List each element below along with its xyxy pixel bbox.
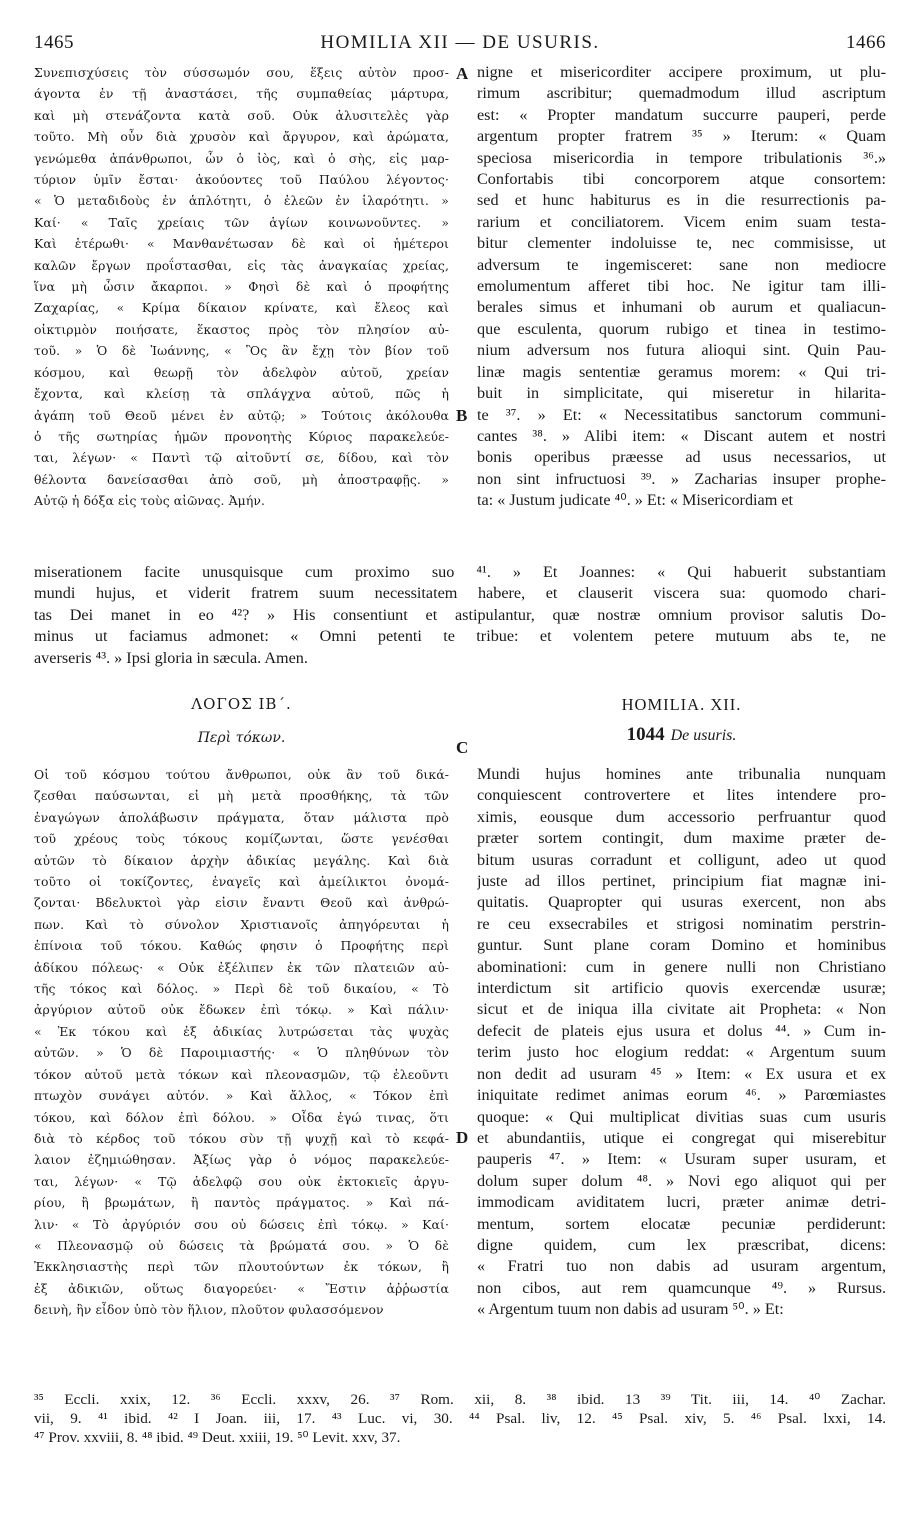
latin-text-line: non cibos, aut rem quamcunque ⁴⁹. » Rursus. (477, 1278, 886, 1297)
latin-text-line: Confortabis tibi concorporem atque consortem: (477, 170, 886, 189)
latin-text-line: cantes ³⁸. » Alibi item: « Discant autem et nostri (477, 426, 886, 445)
latin-homily-text (477, 764, 886, 1321)
greek-text-line: τύριον ὑμῖν ἔσται· ἀκούοντες τοῦ Παύλου λέγοντος· (34, 172, 449, 188)
margin-marker-a: A (456, 64, 469, 83)
greek-text-line: « Ὁ μεταδιδοὺς ἐν ἁπλότητι, ὁ ἐλεῶν ἐν ἱλαρότητι. » (34, 193, 449, 209)
greek-text-line: πτωχὸν συνάγει αὐτόν. » Καὶ ἄλλος, « Τόκον ἐπὶ (34, 1088, 449, 1104)
running-header (34, 30, 886, 60)
greek-text-line: τοῦ χρέους τοὺς τόκους κομίζωνται, ὥστε γενέσθαι (34, 831, 449, 847)
latin-text-line: quoque: « Qui multiplicat divitias suas cum usuris (477, 1107, 886, 1126)
latin-text-line: defecit de plateis ejus usura et dolus ⁴⁴. » Cum in- (477, 1021, 886, 1040)
right-page-number: 1466 (846, 32, 886, 53)
greek-text-line: Ἐκκλησιαστὴς περὶ τῶν πλουτούντων ἐκ τόκων, ἢ (34, 1259, 449, 1275)
greek-text-line: λιν· « Τὸ ἀργύριόν σου οὐ δώσεις ἐπὶ τόκῳ. » Καί· (34, 1216, 449, 1232)
latin-text-line: bitum usuras corradunt et colligunt, adeo ut quod (477, 850, 886, 869)
latin-text-line: buit in simplicitate, qui miseretur in hilarita- (477, 384, 886, 403)
greek-text-line: ἐξ ἀδικιῶν, οὕτως διαγορεύει· « Ἔστιν ἀῤῥωστία (34, 1280, 449, 1296)
greek-text-line: Ζαχαρίας, « Κρίμα δίκαιον κρίνατε, καὶ ἔλεος καὶ (34, 300, 449, 316)
latin-text-line: re ceu exsecrabiles et strigosi nominatim perstrin- (477, 914, 886, 933)
latin-text-line: Mundi hujus homines ante tribunalia nunquam (477, 765, 886, 783)
greek-text-line: αὐτῶν τὸ δίκαιον ἀρχὴν ἀδικίας μεγάλης. Καὶ διὰ (34, 852, 449, 868)
greek-text-line: Συνεπισχύσεις τὸν σύσσωμόν σου, ἕξεις αὐτὸν προσ- (34, 65, 449, 80)
left-page-number: 1465 (34, 32, 74, 53)
running-title: HOMILIA XII — DE USURIS. (320, 32, 600, 53)
greek-text-line: τοῦ. » Ὁ δὲ Ἰωάννης, « Ὃς ἂν ἔχῃ τὸν βίον τοῦ (34, 343, 449, 359)
latin-text-line: præter sortem contingit, dum maxime præter de- (477, 829, 886, 848)
greek-homily-title: ΛΟΓΟΣ ΙΒ΄. (191, 695, 292, 713)
latin-text-line: rarium et conciliatorem. Vicem enim suam testa- (477, 212, 886, 231)
margin-marker-c: C (456, 738, 469, 757)
greek-text-line: θέλοντα δανείσασθαι ἀπὸ σοῦ, μὴ ἀποστραφῇς. » (34, 471, 449, 487)
greek-text-line: Καί· « Ταῖς χρείαις τῶν ἁγίων κοινωνοῦντες. » (34, 214, 449, 230)
greek-text-line: Οἱ τοῦ κόσμου τούτου ἄνθρωποι, οὐκ ἂν τοῦ δικά- (34, 767, 449, 782)
latin-text-line: pauperis ⁴⁷. » Item: « Usuram super usuram, et (477, 1150, 886, 1169)
greek-text-line: αὐτῶν. » Ὁ δὲ Παροιμιαστής· « Ὁ πληθύνων τὸν (34, 1045, 449, 1061)
latin-text-line: averseris ⁴³. » Ipsi gloria in sæcula. Amen. (34, 648, 308, 667)
latin-text-line: rimum ascribitur; quemadmodum illud ascriptum (477, 84, 886, 103)
latin-text-line: conquiescent controvertere et lites intendere pro- (477, 786, 886, 805)
page (34, 30, 886, 1446)
greek-text-line: λαιον ἐζημιώθησαν. Ἀξίως γὰρ ὁ νόμος παρακελεύε- (34, 1152, 449, 1168)
latin-text-line: dolum super dolum ⁴⁸. » Novi ego aliquot qui per (477, 1171, 886, 1190)
latin-text-line: argentum propter fratrem ³⁵ » Iterum: « Quam (477, 127, 886, 146)
greek-text-line: καὶ μὴ στενάζοντα κατὰ σοῦ. Οὐκ ἀλυσιτελὲς γὰρ (34, 107, 449, 123)
greek-text-line: τοῦτο οἱ τοκίζοντες, ἐναγεῖς καὶ ἀμείλικτοι ὀνομά- (34, 874, 449, 890)
latin-homily-subtitle-line (477, 724, 886, 746)
latin-text-line: ta: « Justum judicate ⁴⁰. » Et: « Misericordiam et (477, 491, 794, 510)
greek-text-line: ζεσθαι παύσωνται, εἰ μὴ μετὰ προσθήκης, τὰ τῶν (34, 788, 449, 804)
greek-text-line: κόσμου, καὶ θεωρῇ τὸν ἀδελφὸν αὐτοῦ, χρείαν (34, 364, 449, 380)
latin-text-line: immodicam aviditatem lucri, præter animæ detri- (477, 1193, 886, 1212)
latin-text-line: sed et hunc habiturus es in die resurrectionis pa- (477, 191, 886, 210)
greek-text-line: ζονται· Βδελυκτοὶ γὰρ εἰσιν ἔναντι Θεοῦ καὶ ἀνθρώ- (34, 895, 449, 911)
latin-text-line: speciosa misericordia in tempore tribulationis ³⁶.» (477, 148, 886, 167)
latin-text-line: mentum, sortem elocatæ pecuniæ perdiderunt: (477, 1214, 886, 1233)
latin-text-line: minus ut faciamus admonet: « Omni petenti te tribue: et volentem petere mutuum abs te, ne (34, 627, 886, 646)
greek-text-line: ἵνα μὴ ὦσιν ἄκαρποι. » Φησὶ δὲ καὶ ὁ προφήτης (34, 279, 449, 295)
greek-text-line: καλῶν ἔργων προΐστασθαι, εἰς τὰς ἀναγκαίας χρείας, (34, 257, 449, 273)
latin-text-line: terim justo hoc elogium reddat: « Argentum suum (477, 1043, 886, 1062)
greek-text-line: « Ἐκ τόκου καὶ ἐξ ἀδικίας λυτρώσεται τὰς ψυχὰς (34, 1023, 449, 1039)
greek-homily-subtitle: Περὶ τόκων. (197, 730, 286, 746)
greek-text-line: διὰ τὸ κέρδος τοῦ τόκου σὺν τῇ ψυχῇ καὶ τὸ κεφά- (34, 1130, 449, 1146)
greek-text-line: ρίου, ἢ βρωμάτων, ἢ παντὸς πράγματος. » Καὶ πά- (34, 1195, 449, 1211)
greek-text-line: ὁ τῆς σωτηρίας ἡμῶν προνοητὴς Κύριος παρακελεύε- (34, 428, 449, 444)
latin-text-line: bitur clementer indoluisse te, nec commisisse, ut (477, 234, 886, 253)
footnote-line: ³⁵ Eccli. xxix, 12. ³⁶ Eccli. xxxv, 26. ³⁷ Rom. xii, 8. ³⁸ ibid. 13 ³⁹ Tit. iii, 14. ⁴⁰ Zachar. (34, 1391, 886, 1408)
greek-text-line: ἔχοντα, καὶ κλείσῃ τὰ σπλάγχνα αὐτοῦ, πῶς ἡ (34, 386, 449, 402)
latin-text-line: linæ magis sententiæ geramus morem: « Qui tri- (477, 362, 886, 381)
latin-text-line: interdictum sit artificio quovis exercendæ usuræ; (477, 979, 886, 998)
latin-text-line: sicut et de iniqua illa civitate ait Propheta: « Non (477, 1000, 886, 1019)
greek-text-line: ἀργύριον αὐτοῦ οὐκ ἔδωκεν ἐπὶ τόκῳ. » Καὶ πάλιν· (34, 1002, 449, 1018)
greek-text-line: ἐναγώγων ἀπολάβωσιν πράγματα, ὅταν μάλιστα πρὸ (34, 809, 449, 825)
latin-text-line: que esculenta, quorum rubigo et tinea in testimo- (477, 319, 886, 338)
latin-text-line: miserationem facite unusquisque cum proximo suo ⁴¹. » Et Joannes: « Qui habuerit substantiam (34, 563, 886, 581)
latin-text-line: iniquitate redimet animas eorum ⁴⁶. » Parœmiastes (477, 1086, 886, 1105)
top-columns (34, 62, 886, 512)
margin-marker-d: D (456, 1128, 469, 1147)
greek-text-line: « Πλεονασμῷ οὐ δώσεις τὰ βρώματά σου. » Ὁ δὲ (34, 1237, 449, 1253)
latin-text-line: berales simus et inhumani ob aurum et qualiacun- (477, 298, 886, 317)
greek-text-line: ται, λέγων· « Παντὶ τῷ αἰτοῦντί σε, δίδου, καὶ τὸν (34, 450, 449, 466)
latin-text-line: est: « Propter mandatum succurre pauperi, perde (477, 105, 886, 124)
column-number: 1044 (626, 724, 665, 745)
latin-text-line: te ³⁷. » Et: « Necessitatibus sanctorum communi- (477, 405, 886, 424)
greek-homily-text (34, 764, 449, 1321)
greek-text-line: τόκου, καὶ δόλον ἐπὶ δόλου. » Οἶδα ἐγώ τινας, ὅτι (34, 1109, 449, 1125)
latin-text-line: non dedit ad usuram ⁴⁵ » Item: « Ex usura et ex (477, 1064, 886, 1083)
greek-text-line: δεινὴ, ἣν εἶδον ὑπὸ τὸν ἥλιον, πλοῦτον φυλασσόμενον (34, 1302, 384, 1318)
footnotes (34, 1390, 886, 1447)
greek-text-line: ται, λέγων· « Τῷ ἀδελφῷ σου οὐκ ἐκτοκιεῖς ἀργυ- (34, 1173, 449, 1189)
latin-text-line: mundi hujus, et viderit fratrem suum necessitatem habere, et clauserit viscera sua: quomodo chari- (34, 584, 886, 603)
greek-text-line: τῆς τόκος καὶ δόλος. » Περὶ δὲ τοῦ δικαίου, « Τὸ (34, 981, 449, 997)
greek-column-top (34, 62, 449, 512)
greek-text-line: άγοντα ἐν τῇ ἀναστάσει, τῆς συμπαθείας μάρτυρα, (34, 86, 449, 102)
footnote-line: ⁴⁷ Prov. xxviii, 8. ⁴⁸ ibid. ⁴⁹ Deut. xxiii, 19. ⁵⁰ Levit. xxv, 37. (34, 1429, 401, 1446)
greek-text-line: τοῦτο. Μὴ οὖν διὰ χρυσὸν καὶ ἄργυρον, καὶ ἀρώματα, (34, 129, 449, 145)
latin-column-top (477, 62, 886, 512)
greek-text-line: Αὐτῷ ἡ δόξα εἰς τοὺς αἰῶνας. Ἀμήν. (34, 493, 266, 509)
greek-text-line: τόκον αὐτοῦ μετὰ τόκων καὶ πλεονασμῶν, τῷ ἐλεοῦντι (34, 1066, 449, 1082)
latin-text-line: adversum te ingemisceret: sane non mediocre (477, 255, 886, 274)
margin-marker-b: B (456, 406, 468, 425)
latin-text-line: ximis, eousque dum accessorio perfruantur quod (477, 807, 886, 826)
greek-text-line: ἀδίκου πόλεως· « Οὐκ ἐξέλιπεν ἐκ τῶν πλατειῶν αὐ- (34, 959, 449, 975)
latin-text-line: guntur. Sunt plane coram Domino et hominibus (477, 936, 886, 955)
greek-text-line: οἰκτιρμὸν ποιήσατε, ἕκαστος πρὸς τὸν πλησίον αὐ- (34, 321, 449, 337)
latin-text-line: « Argentum tuum non dabis ad usuram ⁵⁰. » Et: (477, 1300, 784, 1319)
greek-text-line: ἀγάπη τοῦ Θεοῦ μένει ἐν αὐτῷ; » Τούτοις ἀκόλουθα (34, 407, 449, 423)
greek-text-line: Καὶ ἑτέρωθι· « Μανθανέτωσαν δὲ καὶ οἱ ἡμέτεροι (34, 236, 449, 252)
latin-text-line: quitatis. Quapropter qui usuras exercent, non abs (477, 893, 886, 912)
latin-text-line: « Fratri tuo non dabis ad usuram argentum, (477, 1257, 886, 1276)
latin-homily-subtitle: De usuris. (670, 727, 737, 744)
latin-text-line: emolumentum afferet tibi hoc. Ne igitur tam illi- (477, 277, 886, 296)
greek-text-line: γενώμεθα ἀπάνθρωποι, ὧν ὁ ἰὸς, καὶ ὁ σὴς, εἰς μαρ- (34, 150, 449, 166)
full-width-latin (34, 562, 886, 669)
latin-text-line: tas Dei manet in eo ⁴²? » His consentiunt et astipulantur, quæ nostræ omnium provisor salutis Do- (34, 605, 886, 624)
greek-text-line: πων. Καὶ τὸ σύνολον Χριστιανοῖς ἀπηγόρευται ἡ (34, 916, 449, 932)
latin-text-line: nigne et misericorditer accipere proximum, ut plu- (477, 63, 886, 81)
latin-text-line: nium adversum nos futura alioqui sint. Quin Pau- (477, 341, 886, 360)
latin-text-line: digne quidem, cum lex præscribat, dicens: (477, 1235, 886, 1254)
latin-text-line: et abundantiis, utique ei congregat qui miserebitur (477, 1128, 886, 1147)
latin-text-line: juste ad illos pertinet, principium fiat magnæ ini- (477, 872, 886, 891)
footnote-line: vii, 9. ⁴¹ ibid. ⁴² I Joan. iii, 17. ⁴³ Luc. vi, 30. ⁴⁴ Psal. liv, 12. ⁴⁵ Psal. xiv, 5. ⁴⁶ Psal. lxxi, 14. (34, 1410, 886, 1427)
latin-homily-title: HOMILIA. XII. (621, 695, 742, 714)
greek-text-line: ἐπίνοια τοῦ τόκου. Καθώς φησιν ὁ Προφήτης περὶ (34, 938, 449, 954)
latin-text-line: abominationi: cum in genere nulli non Christiano (477, 957, 886, 976)
latin-text-line: non sint infructuosi ³⁹. » Zacharias insuper prophe- (477, 469, 886, 488)
latin-text-line: bonis operibus præesse ad usus necessarios, ut (477, 448, 886, 467)
